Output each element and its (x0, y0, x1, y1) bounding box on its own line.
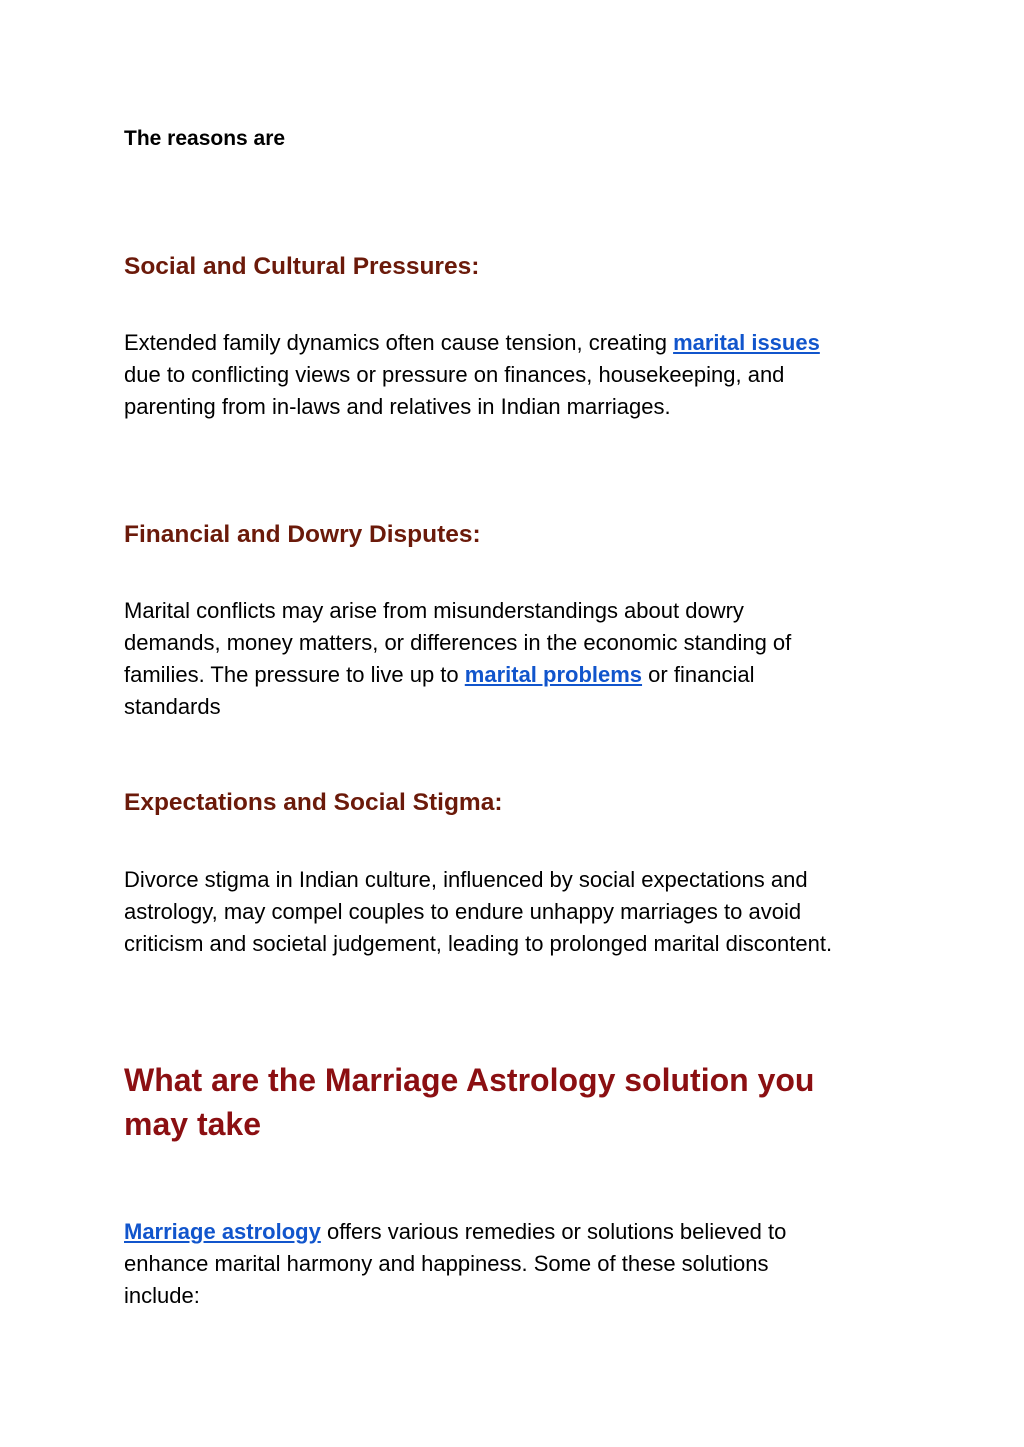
paragraph-expectations-stigma (124, 864, 914, 960)
text-span: or financial (642, 662, 755, 687)
paragraph-line (124, 327, 914, 359)
link-marriage-astrology[interactable]: Marriage astrology (124, 1219, 321, 1244)
paragraph-line: Marital conflicts may arise from misunderstandings about dowry (124, 598, 744, 623)
link-marital-problems[interactable]: marital problems (464, 662, 643, 687)
paragraph-line: Divorce stigma in Indian culture, influenced by social expectations and (124, 867, 808, 892)
paragraph-line: due to conflicting views or pressure on finances, housekeeping, and (124, 362, 785, 387)
heading-social-cultural: Social and Cultural Pressures: (124, 253, 480, 280)
text-span: Extended family dynamics often cause tension, creating (124, 330, 674, 355)
text-span: offers various remedies or solutions believed to (320, 1219, 787, 1244)
heading-financial-dowry: Financial and Dowry Disputes: (124, 521, 481, 548)
paragraph-line: astrology, may compel couples to endure unhappy marriages to avoid (124, 899, 802, 924)
paragraph-line: standards (124, 694, 221, 719)
paragraph-financial-dowry (124, 595, 914, 723)
heading-line: may take (124, 1106, 261, 1142)
paragraph-line: enhance marital harmony and happiness. Some of these solutions (124, 1251, 769, 1276)
paragraph-social-cultural (124, 327, 914, 423)
text-span: families. The pressure to live up to (124, 662, 465, 687)
paragraph-line (124, 1216, 914, 1248)
heading-expectations-stigma: Expectations and Social Stigma: (124, 789, 503, 816)
heading-line: What are the Marriage Astrology solution you (124, 1062, 815, 1098)
paragraph-line: demands, money matters, or differences in the economic standing of (124, 630, 792, 655)
paragraph-marriage-astrology (124, 1216, 914, 1312)
paragraph-line: criticism and societal judgement, leading to prolonged marital discontent. (124, 931, 833, 956)
paragraph-line (124, 659, 914, 691)
paragraph-line: include: (124, 1283, 200, 1308)
intro-text: The reasons are (124, 127, 286, 150)
paragraph-line: parenting from in-laws and relatives in Indian marriages. (124, 394, 671, 419)
heading-marriage-astrology-solutions (124, 1058, 914, 1146)
link-marital-issues[interactable]: marital issues (673, 330, 820, 355)
